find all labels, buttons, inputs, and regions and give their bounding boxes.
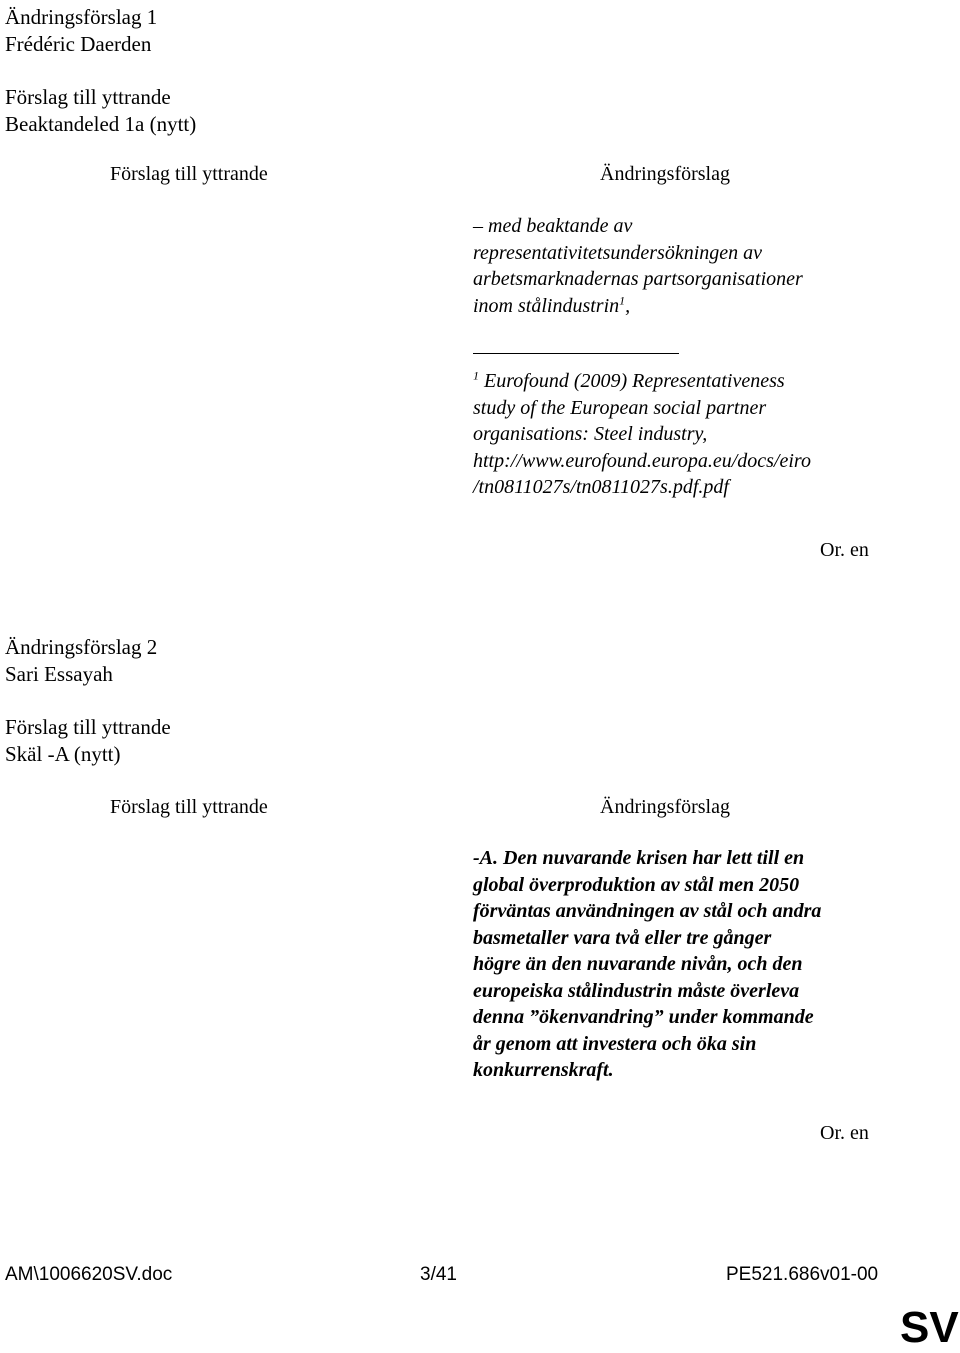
- amendment-1-line: – med beaktande av: [473, 215, 633, 237]
- amendment-2-line: förväntas användningen av stål och andra: [473, 900, 822, 922]
- footnote-reference: 1: [619, 292, 626, 307]
- amendment-1-line: representativitetsundersökningen av: [473, 241, 763, 264]
- amendment-2-doc-type: Förslag till yttrande: [5, 715, 171, 739]
- footnote-separator: [473, 353, 679, 354]
- footnote-line: /tn0811027s/tn0811027s.pdf.pdf: [473, 476, 729, 498]
- amendment-1-line: arbetsmarknadernas partsorganisationer: [473, 268, 803, 290]
- amendment-1-original-language: Or. en: [820, 539, 869, 561]
- footnote-line: http://www.eurofound.europa.eu/docs/eiro: [473, 449, 811, 472]
- amendment-2-line: högre än den nuvarande nivån, och den: [473, 953, 803, 975]
- amendment-2-line: global överproduktion av stål men 2050: [473, 873, 800, 896]
- amendment-2-author: Sari Essayah: [5, 662, 113, 686]
- footer-language-code: SV: [900, 1303, 959, 1352]
- amendment-1-line: [473, 293, 913, 320]
- amendment-2-line: år genom att investera och öka sin: [473, 1032, 757, 1055]
- amendment-1-doc-type: Förslag till yttrande: [5, 85, 171, 109]
- footnote-line-text: Eurofound (2009) Representativeness: [484, 370, 785, 392]
- amendment-2-original-language: Or. en: [820, 1122, 869, 1144]
- amendment-2-line: -A. Den nuvarande krisen har lett till en: [473, 847, 805, 869]
- amendment-1-trailing-comma: ,: [625, 294, 631, 317]
- footnote-mark: 1: [473, 368, 479, 383]
- amendment-1-left-column-header: Förslag till yttrande: [110, 163, 268, 185]
- amendment-1-right-column-header: Ändringsförslag: [600, 163, 730, 185]
- amendment-1-number: Ändringsförslag 1: [5, 5, 158, 29]
- amendment-2-line: europeiska stålindustrin måste överleva: [473, 979, 800, 1002]
- amendment-1-position: Beaktandeled 1a (nytt): [5, 112, 197, 136]
- amendment-2-left-column-header: Förslag till yttrande: [110, 796, 268, 818]
- footnote-line: [473, 368, 913, 395]
- amendment-1-text: [473, 213, 913, 319]
- amendment-2-text: [473, 845, 913, 1084]
- footer-document-reference: AM\1006620SV.doc: [5, 1264, 173, 1285]
- amendment-2-line: basmetaller vara två eller tre gånger: [473, 926, 772, 949]
- amendment-2-right-column-header: Ändringsförslag: [600, 796, 730, 818]
- amendment-1-author: Frédéric Daerden: [5, 32, 152, 56]
- footer-pe-reference: PE521.686v01-00: [726, 1264, 879, 1285]
- amendment-2-line: denna ”ökenvandring” under kommande: [473, 1006, 814, 1028]
- amendment-1-footnote: [473, 368, 913, 501]
- footnote-line: organisations: Steel industry,: [473, 423, 708, 445]
- amendment-1-line-text: inom stålindustrin: [473, 294, 620, 317]
- amendment-2-number: Ändringsförslag 2: [5, 635, 158, 659]
- amendment-2-position: Skäl -A (nytt): [5, 742, 121, 766]
- footer-page-number: 3/41: [420, 1264, 457, 1285]
- footnote-line: study of the European social partner: [473, 396, 767, 419]
- amendment-2-line: konkurrenskraft.: [473, 1059, 614, 1081]
